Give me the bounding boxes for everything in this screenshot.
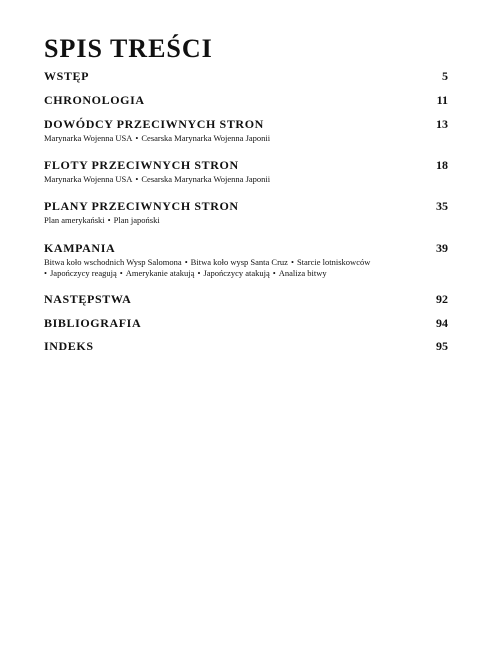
toc-subtopic: Japończycy atakują <box>203 268 270 278</box>
bullet-separator: • <box>290 257 294 267</box>
bullet-separator: • <box>197 268 201 278</box>
toc-entry-title: BIBLIOGRAFIA <box>44 316 142 330</box>
toc-subtopic: Starcie lotniskowców <box>296 257 371 267</box>
toc-title: SPIS TREŚCI <box>44 34 213 63</box>
bullet-separator: • <box>135 133 139 143</box>
toc-entry-page-number: 5 <box>442 69 448 83</box>
bullet-separator: • <box>107 215 111 225</box>
toc-entry-row <box>44 157 448 173</box>
toc-entry-subtopics <box>44 174 448 185</box>
toc-entry-nastepstwa[interactable] <box>44 291 448 307</box>
toc-entry-page-number: 35 <box>436 199 448 213</box>
toc-entry-subtopics <box>44 215 448 226</box>
toc-entry-title: KAMPANIA <box>44 241 116 255</box>
toc-entry-row <box>44 198 448 214</box>
toc-entry-title: CHRONOLOGIA <box>44 93 145 107</box>
toc-entry-row <box>44 68 448 84</box>
toc-subtopic: Plan amerykański <box>44 215 105 225</box>
toc-subtopic: Cesarska Marynarka Wojenna Japonii <box>141 174 271 184</box>
toc-entry-wstep[interactable] <box>44 68 448 84</box>
toc-entry-row <box>44 116 448 132</box>
toc-entry-title: WSTĘP <box>44 69 90 83</box>
toc-subtopic: Amerykanie atakują <box>125 268 195 278</box>
toc-entry-row <box>44 240 448 256</box>
toc-entry-title: INDEKS <box>44 339 94 353</box>
toc-entry-row <box>44 291 448 307</box>
bullet-separator: • <box>44 268 47 278</box>
toc-entry-chronologia[interactable] <box>44 92 448 108</box>
toc-entry-kampania[interactable] <box>44 240 448 279</box>
toc-subtopic: Japończycy reagują <box>49 268 117 278</box>
toc-entry-page-number: 13 <box>436 117 448 131</box>
toc-entry-row <box>44 338 448 354</box>
toc-entry-subtopics-line-2 <box>44 268 448 279</box>
toc-entry-title: NASTĘPSTWA <box>44 292 132 306</box>
bullet-separator: • <box>135 174 139 184</box>
bullet-separator: • <box>119 268 123 278</box>
toc-entry-floty[interactable] <box>44 157 448 185</box>
toc-entry-row <box>44 92 448 108</box>
toc-entry-page-number: 18 <box>436 158 448 172</box>
toc-subtopic: Cesarska Marynarka Wojenna Japonii <box>141 133 271 143</box>
toc-subtopic: Marynarka Wojenna USA <box>44 133 133 143</box>
bullet-separator: • <box>184 257 188 267</box>
toc-entry-row <box>44 315 448 331</box>
toc-entry-page-number: 92 <box>436 292 448 306</box>
toc-subtopic: Bitwa koło wysp Santa Cruz <box>190 257 288 267</box>
toc-subtopic: Bitwa koło wschodnich Wysp Salomona <box>44 257 182 267</box>
toc-subtopic: Marynarka Wojenna USA <box>44 174 133 184</box>
toc-entry-page-number: 11 <box>436 93 448 107</box>
toc-entry-title: PLANY PRZECIWNYCH STRON <box>44 199 239 213</box>
toc-entry-page-number: 95 <box>436 339 448 353</box>
toc-entry-indeks[interactable] <box>44 338 448 354</box>
bullet-separator: • <box>272 268 276 278</box>
toc-entry-bibliografia[interactable] <box>44 315 448 331</box>
toc-entry-subtopics-line-1 <box>44 257 448 268</box>
toc-entry-page-number: 39 <box>436 241 448 255</box>
toc-subtopic: Plan japoński <box>113 215 160 225</box>
toc-entry-dowodcy[interactable] <box>44 116 448 144</box>
toc-entry-subtopics <box>44 133 448 144</box>
toc-entry-plany[interactable] <box>44 198 448 226</box>
toc-entry-title: DOWÓDCY PRZECIWNYCH STRON <box>44 117 264 131</box>
toc-subtopic: Analiza bitwy <box>278 268 327 278</box>
toc-entry-page-number: 94 <box>436 316 448 330</box>
toc-entry-title: FLOTY PRZECIWNYCH STRON <box>44 158 239 172</box>
